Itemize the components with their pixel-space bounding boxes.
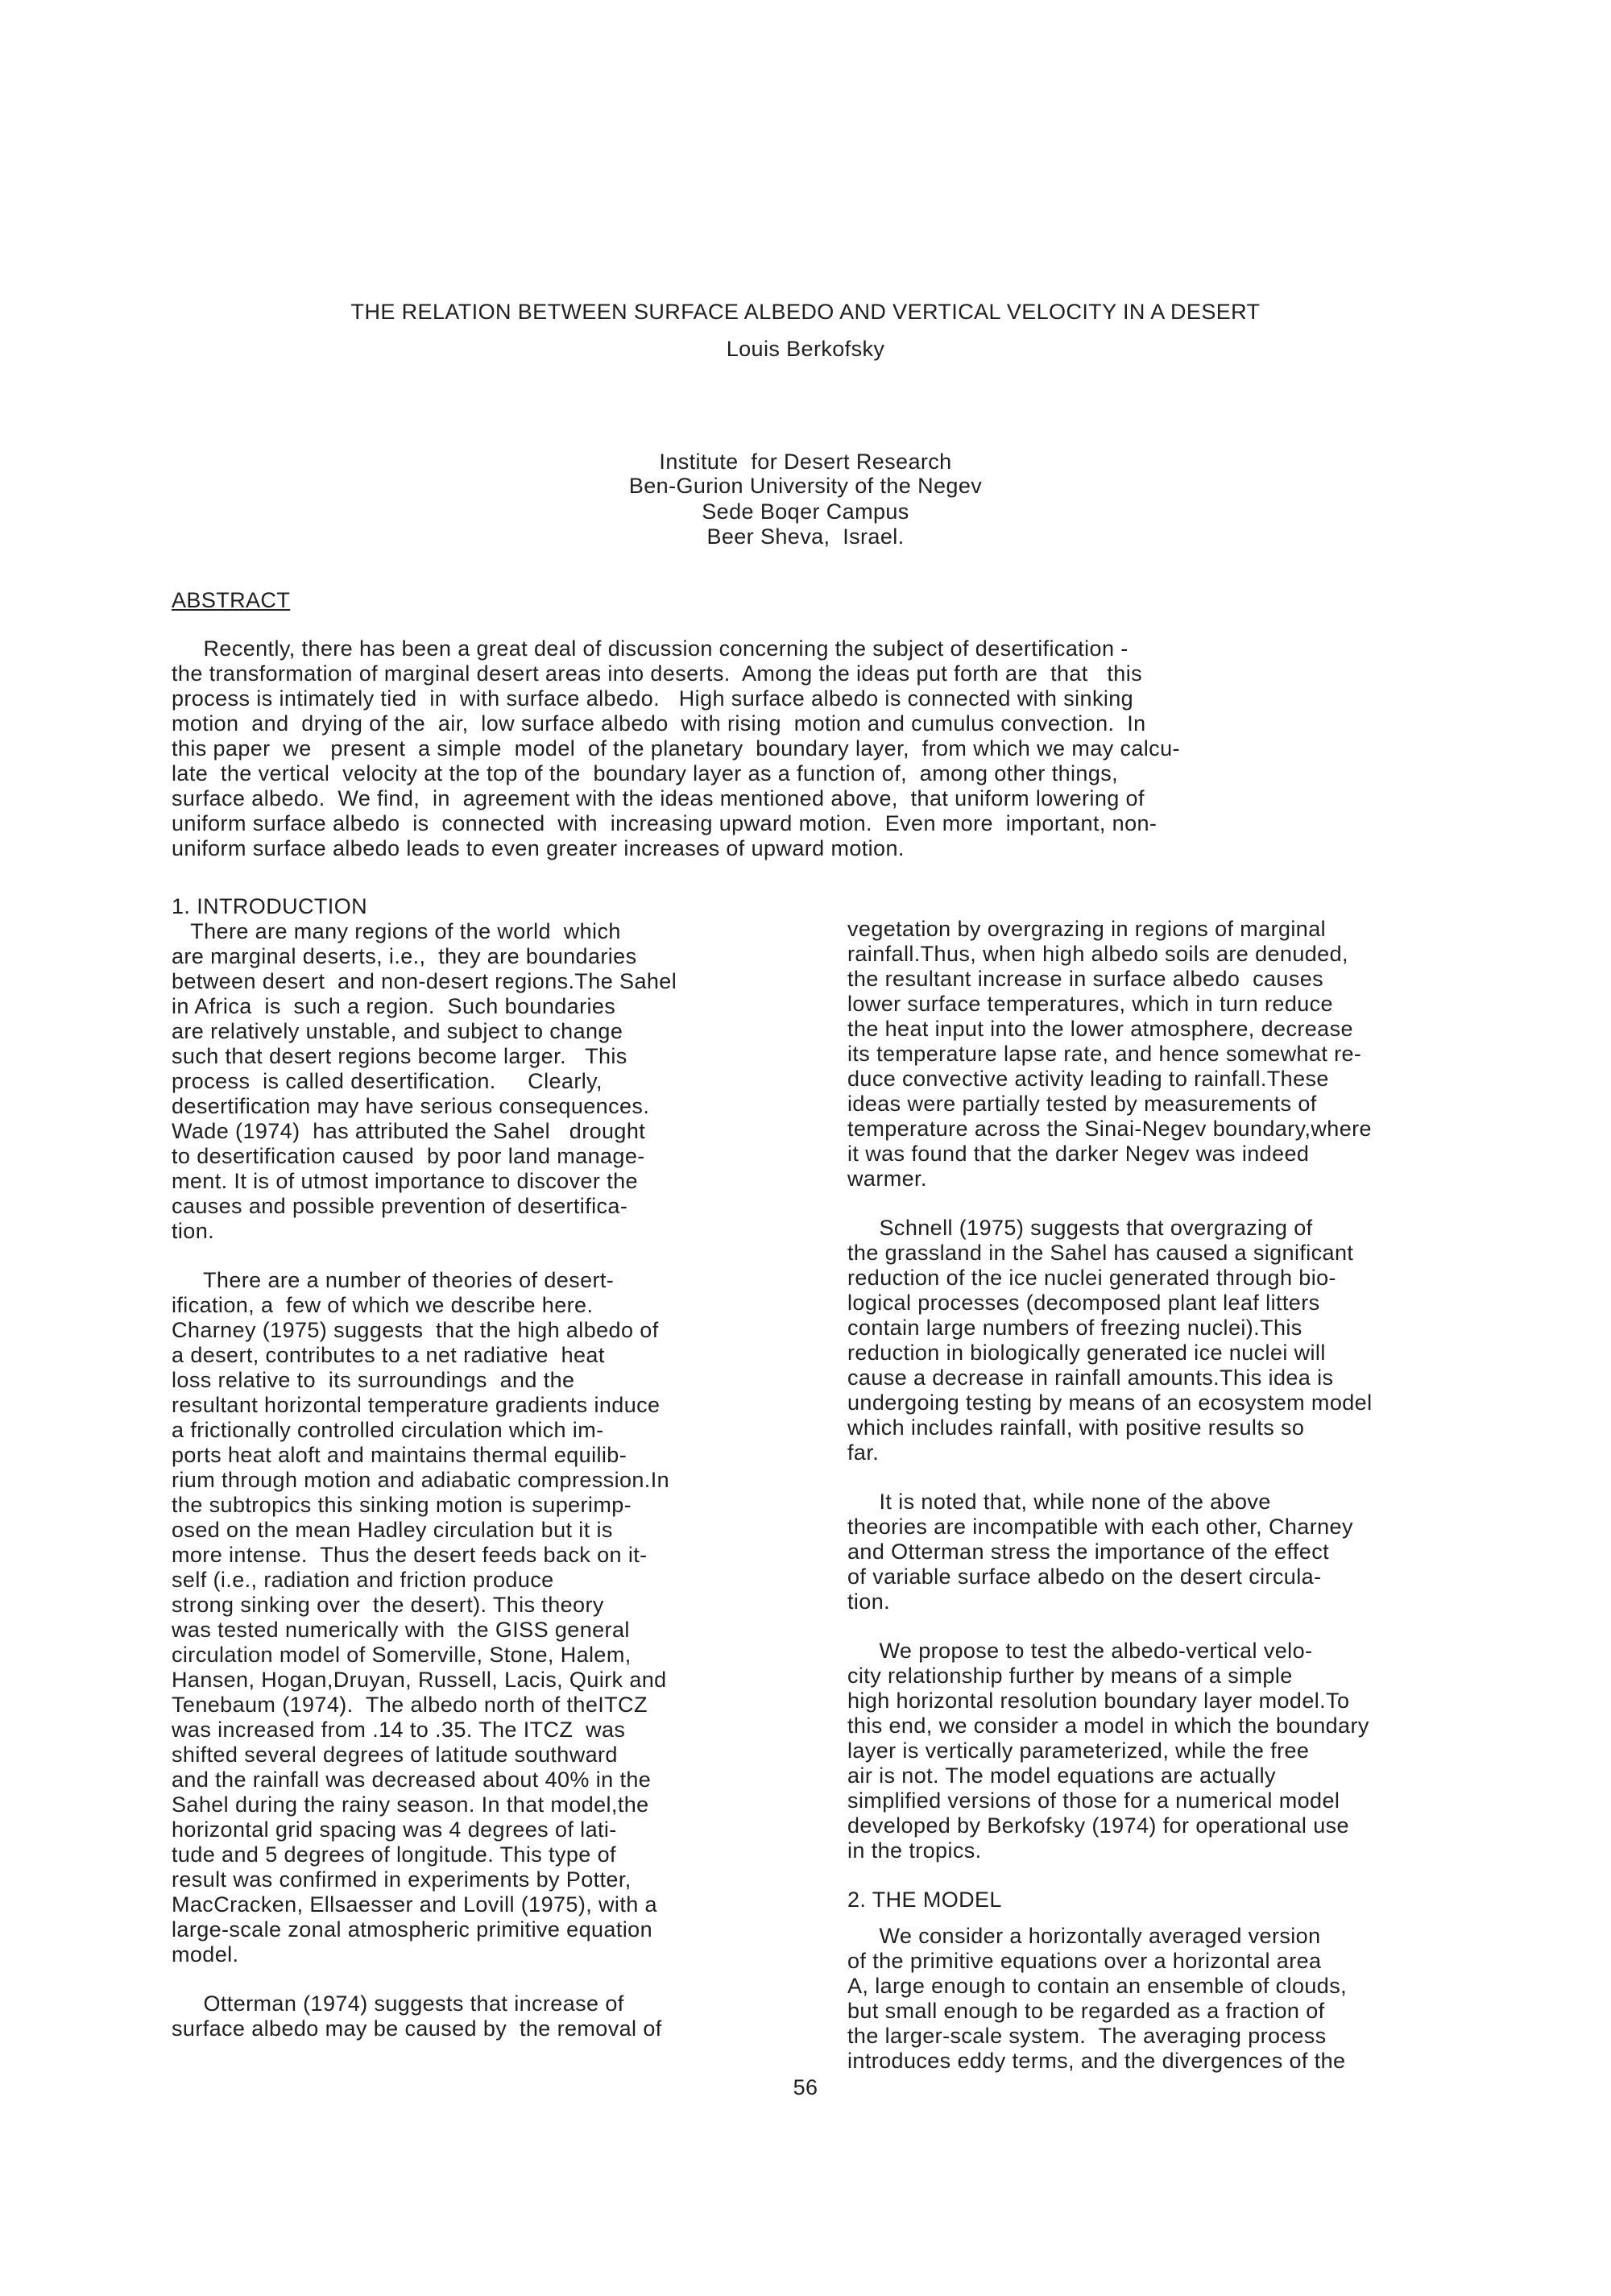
right-column [847, 917, 1372, 2074]
paragraph: It is noted that, while none of the above theories are incompatible with each other, Charney and Otterman stress the importance of the effect of variable surface albedo on the desert circula- tion. [847, 1490, 1353, 1614]
paragraph: vegetation by overgrazing in regions of marginal rainfall.Thus, when high albedo soils are denuded, the resultant increase in surface albedo causes lower surface temperatures, which in turn reduce the heat input into the lower atmosphere, decrease its temperature lapse rate, and hence somewhat re- duce convective activity leading to rainfall.These ideas were partially tested by measurements of temperature across the Sinai-Negev boundary,where it was found that the darker Negev was indeed warmer. [847, 917, 1372, 1191]
abstract-heading: ABSTRACT [172, 588, 291, 612]
affiliation-line: Ben-Gurion University of the Negev [628, 474, 983, 498]
paragraph: We propose to test the albedo-vertical velo- city relationship further by means of a simple high horizontal resolution boundary layer model.To this end, we consider a model in which the boundary layer is vertically parameterized, while the free air is not. The model equations are actually simplified versions of those for a numerical model developed by Berkofsky (1974) for operational use in the tropics. [847, 1639, 1369, 1863]
paragraph: There are a number of theories of desert- ification, a few of which we describe here. Charney (1975) suggests that the high albedo of a desert, contributes to a net radiative heat loss relative to its surroundings and the resultant horizontal temperature gradients induce a frictionally controlled circulation which im- ports heat aloft and maintains thermal equilib- rium through motion and adiabatic compression.In the subtropics this sinking motion is superimp- osed on the mean Hadley circulation but it is more intense. Thus the desert feeds back on it- self (i.e., radiation and friction produce strong sinking over the desert). This theory was tested numerically with the GISS general circulation model of Somerville, Stone, Halem, Hansen, Hogan,Druyan, Russell, Lacis, Quirk and Tenebaum (1974). The albedo north of theITCZ was increased from .14 to .35. The ITCZ was shifted several degrees of latitude southward and the rainfall was decreased about 40% in the Sahel during the rainy season. In that model,the horizontal grid spacing was 4 degrees of lati- tude and 5 degrees of longitude. This type of result was confirmed in experiments by Potter, MacCracken, Ellsaesser and Lovill (1975), with a large-scale zonal atmospheric primitive equation model. [172, 1268, 670, 1967]
page-number: 56 [793, 2075, 818, 2099]
paper-title: THE RELATION BETWEEN SURFACE ALBEDO AND VERTICAL VELOCITY IN A DESERT [350, 300, 1261, 324]
author-name: Louis Berkofsky [726, 337, 885, 361]
paragraph: Otterman (1974) suggests that increase of surface albedo may be caused by the removal of [172, 1991, 662, 2041]
paragraph: Schnell (1975) suggests that overgrazing of the grassland in the Sahel has caused a significant reduction of the ice nuclei generated through bio- logical processes (decomposed plant leaf litters contain large numbers of freezing nuclei).This reduction in biologically generated ice nuclei will cause a decrease in rainfall amounts.This idea is undergoing testing by means of an ecosystem model which includes rainfall, with positive results so far. [847, 1216, 1373, 1465]
left-column [172, 894, 677, 2041]
affiliation-line: Institute for Desert Research [659, 450, 952, 474]
affiliation-line: Beer Sheva, Israel. [706, 524, 905, 549]
abstract-text: Recently, there has been a great deal of discussion concerning the subject of desertification - the transformation of marginal desert areas into deserts. Among the ideas put forth are that this process is intimately tied in with surface albedo. High surface albedo is connected with sinking motion and drying of the air, low surface albedo with rising motion and cumulus convection. In this paper we present a simple model of the planetary boundary layer, from which we may calcu- late the vertical velocity at the top of the boundary layer as a function of, among other things, surface albedo. We find, in agreement with the ideas mentioned above, that uniform lowering of uniform surface albedo is connected with increasing upward motion. Even more important, non- uniform surface albedo leads to even greater increases of upward motion. [172, 636, 1180, 860]
section-heading-introduction: 1. INTRODUCTION [172, 894, 368, 918]
affiliation-line: Sede Boqer Campus [702, 499, 909, 524]
paragraph: There are many regions of the world which are marginal deserts, i.e., they are boundaries between desert and non-desert regions.The Sahel in Africa is such a region. Such boundaries are relatively unstable, and subject to change such that desert regions become larger. This process is called desertification. Clearly, desertification may have serious consequences. Wade (1974) has attributed the Sahel drought to desertification caused by poor land manage- ment. It is of utmost importance to discover the causes and possible prevention of desertifica- tion. [172, 919, 677, 1243]
paragraph: We consider a horizontally averaged version of the primitive equations over a horizontal area A, large enough to contain an ensemble of clouds, but small enough to be regarded as a fraction of the larger-scale system. The averaging process introduces eddy terms, and the divergences of the [847, 1924, 1348, 2073]
section-heading-model: 2. THE MODEL [847, 1888, 1002, 1912]
